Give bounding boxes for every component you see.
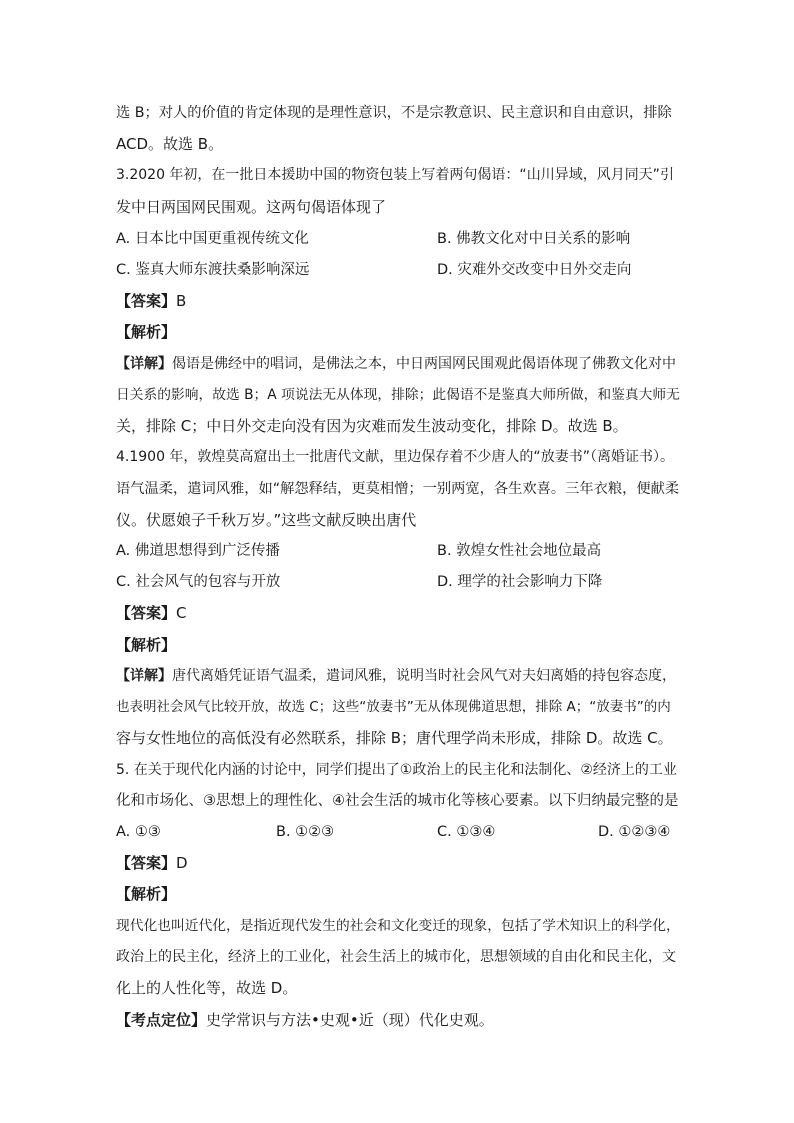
question-4-answer [116,603,187,623]
text-line: 容与女性地位的高低没有必然联系，排除 B；唐代理学尚未形成，排除 D。故选 C。 [116,729,673,747]
text-line: 化上的人性化等，故选 D。 [116,979,298,997]
question-5-option-d: D. ①②③④ [598,824,671,840]
knowledge-point-text: 史学常识与方法•史观•近（现）代化史观。 [206,1011,494,1029]
answer-value: D [176,854,188,872]
answer-value: C [176,604,187,622]
question-3-stem: 3.2020 年初，在一批日本援助中国的物资包装上写着两句偈语：“山川异域，风月同天”引 [116,167,674,183]
text-line: 政治上的民主化，经济上的工业化，社会生活上的城市化，思想领域的自由化和民主化，文 [116,949,676,965]
answer-tag: 【答案】 [116,854,177,872]
question-4-option-d: D. 理学的社会影响力下降 [437,574,603,590]
question-3-stem: 发中日两国网民围观。这两句偈语体现了 [116,198,387,216]
question-4-detail [116,666,676,686]
text-line: 选 B；对人的价值的肯定体现的是理性意识，不是宗教意识、民主意识和自由意识，排除 [116,105,672,121]
question-4-stem: 4.1900 年，敦煌莫高窟出土一批唐代文献，里边保存着不少唐人的“放妻书”（离婚证书）。 [116,449,674,465]
question-3-option-c: C. 鉴真大师东渡扶桑影响深远 [116,262,310,278]
question-4-stem: 语气温柔，遣词风雅，如“解怨释结，更莫相憎；一别两宽，各生欢喜。三年衣粮，便献柔 [116,481,680,497]
question-5-knowledge-point [116,1010,494,1030]
text-line: 日关系的影响，故选 B；A 项说法无从体现，排除；此偈语不是鉴真大师所做，和鉴真大师无 [116,387,680,403]
detail-tag: 【详解】 [116,356,172,372]
question-3-answer [116,291,186,311]
analysis-tag: 【解析】 [116,323,177,341]
answer-tag: 【答案】 [116,292,177,310]
question-3-option-d: D. 灾难外交改变中日外交走向 [437,262,632,278]
question-4-option-c: C. 社会风气的包容与开放 [116,574,281,590]
analysis-tag: 【解析】 [116,636,177,654]
question-5-answer [116,853,188,873]
analysis-tag: 【解析】 [116,885,177,903]
question-5-stem: 5. 在关于现代化内涵的讨论中，同学们提出了①政治上的民主化和法制化、②经济上的工业 [116,762,677,778]
detail-text: 偈语是佛经中的唱词，是佛法之本，中日两国网民围观此偈语体现了佛教文化对中 [172,356,676,372]
question-3-option-b: B. 佛教文化对中日关系的影响 [437,231,631,247]
text-line: 也表明社会风气比较开放，故选 C；这些“放妻书”无从体现佛道思想，排除 A；“放妻书”的内 [116,699,671,715]
question-5-option-a: A. ①③ [116,824,161,840]
text-line: 关，排除 C；中日外交走向没有因为灾难而发生波动变化，排除 D。故选 B。 [116,417,628,435]
knowledge-point-tag: 【考点定位】 [116,1011,207,1029]
question-3-detail [116,354,676,374]
detail-tag: 【详解】 [116,668,172,684]
question-4-option-a: A. 佛道思想得到广泛传播 [116,543,280,559]
text-line: ACD。故选 B。 [116,135,224,153]
question-5-option-b: B. ①②③ [276,824,335,840]
answer-tag: 【答案】 [116,604,177,622]
question-5-option-c: C. ①③④ [437,824,496,840]
answer-value: B [176,292,187,310]
question-4-option-b: B. 敦煌女性社会地位最高 [437,543,602,559]
question-3-option-a: A. 日本比中国更重视传统文化 [116,231,309,247]
detail-text: 唐代离婚凭证语气温柔，遣词风雅，说明当时社会风气对夫妇离婚的持包容态度， [172,668,676,684]
question-4-stem: 仪。伏愿娘子千秋万岁。”这些文献反映出唐代 [116,511,417,529]
question-5-analysis: 现代化也叫近代化，是指近现代发生的社会和文化变迁的现象，包括了学术知识上的科学化， [116,918,680,934]
question-5-stem: 化和市场化、③思想上的理性化、④社会生活的城市化等核心要素。以下归纳最完整的是 [116,793,679,809]
